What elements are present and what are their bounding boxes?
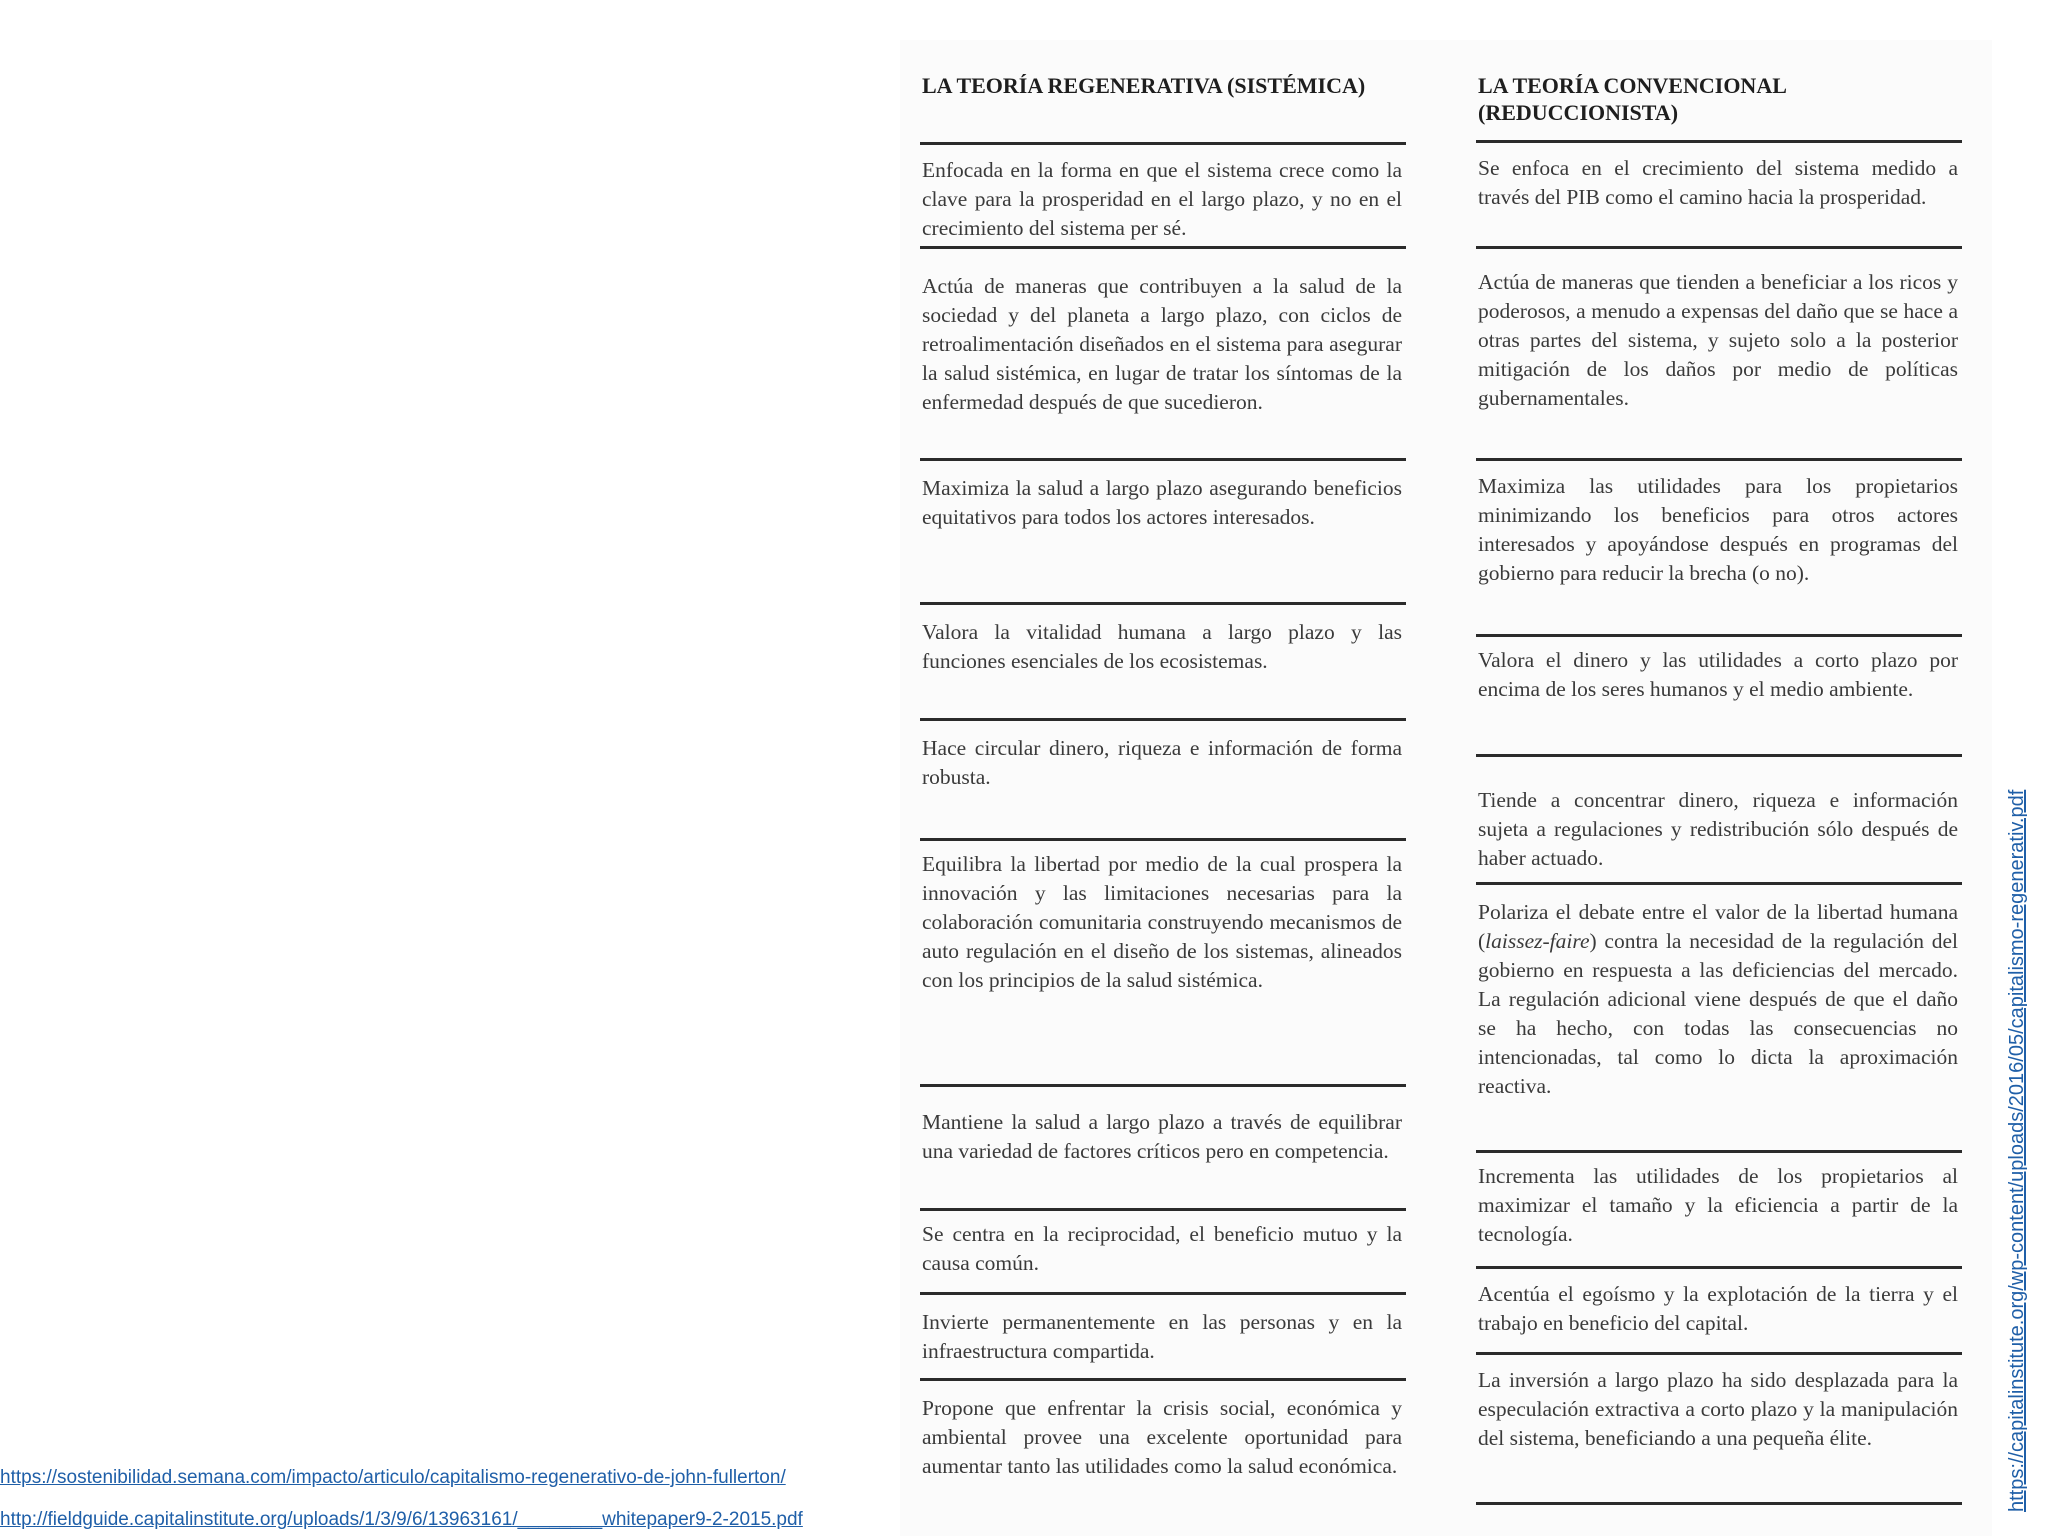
conventional-row-6: Polariza el debate entre el valor de la libertad humana (laissez-faire) contra la necesidad de la regulación del gobierno en respuesta a las deficiencias del mercado. La regulación adicional viene después de que el daño se ha hecho, con todas las consecuencias no intencionadas, tal como lo dicta la aproximación reactiva. <box>1478 900 1958 1098</box>
row-divider <box>920 1292 1406 1295</box>
row-divider <box>1476 140 1962 143</box>
regenerative-row-6: Equilibra la libertad por medio de la cual prospera la innovación y las limitaciones necesarias para la colaboración comunitaria construyendo mecanismos de auto regulación en el diseño de los sistemas, alineados con los principios de la salud sistémica. <box>922 852 1402 992</box>
conventional-row-2: Actúa de maneras que tienden a beneficiar a los ricos y poderosos, a menudo a expensas del daño que se hace a otras partes del sistema, y sujeto solo a la posterior mitigación de los daños por medio de políticas gubernamentales. <box>1478 270 1958 410</box>
row-divider <box>920 142 1406 145</box>
conventional-row-4: Valora el dinero y las utilidades a corto plazo por encima de los seres humanos y el medio ambiente. <box>1478 648 1958 701</box>
regenerative-row-9: Invierte permanentemente en las personas y en la infraestructura compartida. <box>922 1310 1402 1363</box>
regenerative-row-5: Hace circular dinero, riqueza e información de forma robusta. <box>922 736 1402 789</box>
conventional-row-5: Tiende a concentrar dinero, riqueza e información sujeta a regulaciones y redistribución sólo después de haber actuado. <box>1478 788 1958 870</box>
regenerative-row-3: Maximiza la salud a largo plazo asegurando beneficios equitativos para todos los actores interesados. <box>922 476 1402 529</box>
regenerative-row-10: Propone que enfrentar la crisis social, económica y ambiental provee una excelente oportunidad para aumentar tanto las utilidades como la salud económica. <box>922 1396 1402 1478</box>
row-divider <box>1476 246 1962 249</box>
regenerative-heading: LA TEORÍA REGENERATIVA (SISTÉMICA) <box>922 73 1366 98</box>
regenerative-row-8: Se centra en la reciprocidad, el beneficio mutuo y la causa común. <box>922 1222 1402 1275</box>
row-divider <box>1476 1502 1962 1505</box>
conventional-row-8: Acentúa el egoísmo y la explotación de la tierra y el trabajo en beneficio del capital. <box>1478 1282 1958 1335</box>
conventional-row-1: Se enfoca en el crecimiento del sistema medido a través del PIB como el camino hacia la prosperidad. <box>1478 156 1958 209</box>
regenerative-row-1: Enfocada en la forma en que el sistema crece como la clave para la prosperidad en el largo plazo, y no en el crecimiento del sistema per sé. <box>922 158 1402 240</box>
conventional-row-3: Maximiza las utilidades para los propietarios minimizando los beneficios para otros actores interesados y apoyándose después en programas del gobierno para reducir la brecha (o no). <box>1478 474 1958 585</box>
comparison-table-scan <box>900 40 1992 1536</box>
row-divider <box>920 458 1406 461</box>
row-divider <box>920 602 1406 605</box>
source-link-capitalinstitute[interactable]: https://capitalinstitute.org/wp-content/uploads/2016/05/capitalismo-regenerativ.pdf <box>2006 789 2028 1512</box>
regenerative-row-4: Valora la vitalidad humana a largo plazo y las funciones esenciales de los ecosistemas. <box>922 620 1402 673</box>
source-link-fieldguide[interactable]: http://fieldguide.capitalinstitute.org/uploads/1/3/9/6/13963161/________whitepaper9-2-2015.pdf <box>0 1509 803 1530</box>
row-divider <box>1476 1266 1962 1269</box>
row-divider <box>1476 754 1962 757</box>
regenerative-row-2: Actúa de maneras que contribuyen a la salud de la sociedad y del planeta a largo plazo, con ciclos de retroalimentación diseñados en el sistema para asegurar la salud sistémica, en lugar de tratar los síntomas de la enfermedad después de que sucedieron. <box>922 274 1402 414</box>
conventional-heading: LA TEORÍA CONVENCIONAL (REDUCCIONISTA) <box>1478 73 1786 125</box>
row-divider <box>920 718 1406 721</box>
conventional-row-7: Incrementa las utilidades de los propietarios al maximizar el tamaño y la eficiencia a partir de la tecnología. <box>1478 1164 1958 1246</box>
row-divider <box>1476 1150 1962 1153</box>
row-divider <box>920 1208 1406 1211</box>
row-divider <box>920 838 1406 841</box>
conventional-row-9: La inversión a largo plazo ha sido desplazada para la especulación extractiva a corto plazo y la manipulación del sistema, beneficiando a una pequeña élite. <box>1478 1368 1958 1450</box>
source-link-semana[interactable]: https://sostenibilidad.semana.com/impacto/articulo/capitalismo-regenerativo-de-john-fullerton/ <box>0 1467 786 1488</box>
row-divider <box>1476 882 1962 885</box>
row-divider <box>1476 1352 1962 1355</box>
row-divider <box>1476 634 1962 637</box>
row-divider <box>920 1084 1406 1087</box>
row-divider <box>920 246 1406 249</box>
regenerative-row-7: Mantiene la salud a largo plazo a través de equilibrar una variedad de factores críticos pero en competencia. <box>922 1110 1402 1163</box>
row-divider <box>1476 458 1962 461</box>
row-divider <box>920 1378 1406 1381</box>
